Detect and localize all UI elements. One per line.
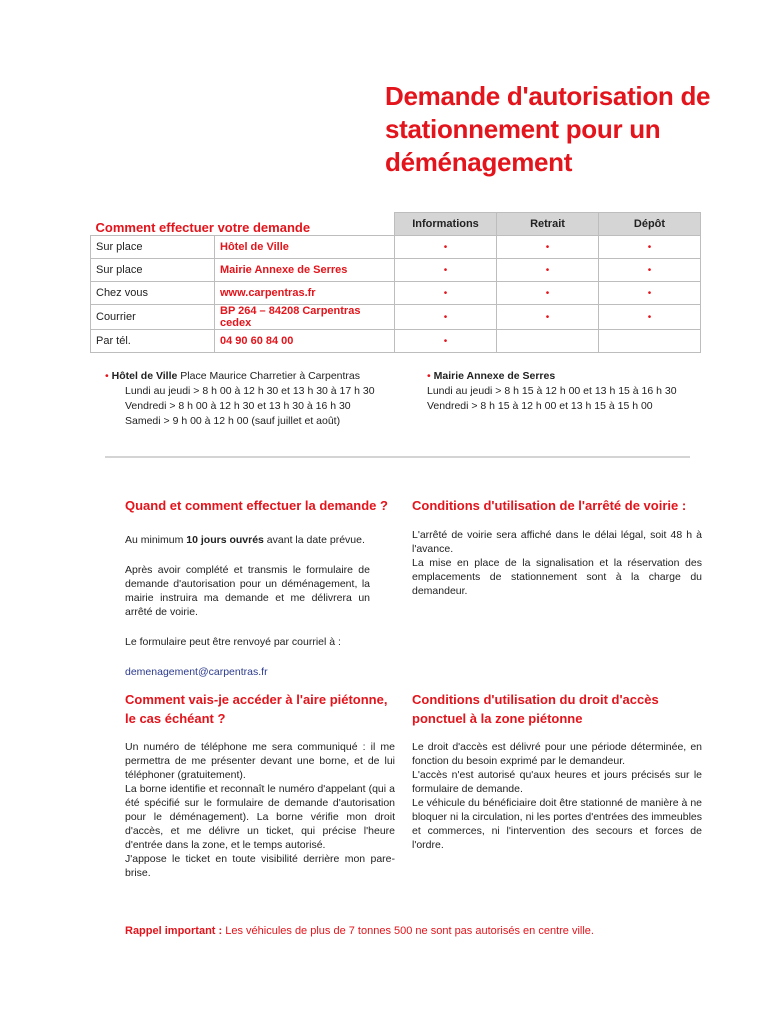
hotel-de-ville-hours <box>105 369 375 429</box>
page-title: Demande d'autorisation de stationnement pour un déménagement <box>385 81 711 177</box>
section-body-conditions-arrete <box>412 528 702 598</box>
retrait-mark: • <box>497 259 599 282</box>
table-row <box>91 259 701 282</box>
retrait-mark <box>497 330 599 353</box>
depot-mark: • <box>599 282 701 305</box>
retrait-mark: • <box>497 236 599 259</box>
section-title-quand: Quand et comment effectuer la demande ? <box>125 498 388 513</box>
delay-highlight: 10 jours ouvrés <box>186 534 264 546</box>
section-title-acces: Comment vais-je accéder à l'aire piétonne, le cas échéant ? <box>125 692 388 726</box>
paragraph: La mise en place de la signalisation et la réservation des emplacements de stationnement sont à la charge du demandeur. <box>412 557 702 597</box>
reminder-text: Les véhicules de plus de 7 tonnes 500 ne sont pas autorisés en centre ville. <box>225 925 594 937</box>
hours-line: Lundi au jeudi > 8 h 15 à 12 h 00 et 13 h 15 à 16 h 30 <box>427 385 677 397</box>
informations-mark: • <box>395 259 497 282</box>
bullet-icon: • <box>427 370 431 382</box>
depot-mark <box>599 330 701 353</box>
hotel-de-ville-address: Place Maurice Charretier à Carpentras <box>180 370 361 382</box>
location-cell: BP 264 – 84208 Carpentras cedex <box>215 305 395 330</box>
hours-line: Samedi > 9 h 00 à 12 h 00 (sauf juillet et août) <box>125 415 341 427</box>
paragraph: J'appose le ticket en toute visibilité derrière mon pare-brise. <box>125 853 395 879</box>
section-body-conditions-acces <box>412 740 702 852</box>
paragraph: La borne identifie et reconnaît le numéro d'appelant (qui a été spécifié sur le formulaire de demande d'autorisation pour le déménagement). La borne vérifie mon droit d'accès, et me délivre un ticket, qui précise l'heure d'entrée dans la zone, et le temps autorisé. <box>125 783 395 851</box>
reminder-label: Rappel important : <box>125 925 223 937</box>
column-header-depot: Dépôt <box>599 213 701 236</box>
depot-mark: • <box>599 305 701 330</box>
paragraph: Après avoir complété et transmis le formulaire de demande d'autorisation pour un déménagement, la mairie instruira ma demande et me délivrera un arrêté de voirie. <box>125 564 370 618</box>
informations-mark: • <box>395 305 497 330</box>
hours-line: Lundi au jeudi > 8 h 00 à 12 h 30 et 13 h 30 à 17 h 30 <box>125 385 375 397</box>
request-methods-table <box>90 212 701 353</box>
column-header-retrait: Retrait <box>497 213 599 236</box>
informations-mark: • <box>395 330 497 353</box>
table-row <box>91 305 701 330</box>
section-body-acces <box>125 740 395 880</box>
phone-number: 04 90 60 84 00 <box>215 330 395 353</box>
mairie-annexe-name: Mairie Annexe de Serres <box>433 370 556 382</box>
important-reminder <box>125 925 594 937</box>
mode-cell: Par tél. <box>91 330 215 353</box>
retrait-mark: • <box>497 305 599 330</box>
paragraph: Le formulaire peut être renvoyé par courriel à : <box>125 636 341 648</box>
informations-mark: • <box>395 282 497 305</box>
hours-line: Vendredi > 8 h 15 à 12 h 00 et 13 h 15 à 15 h 00 <box>427 400 653 412</box>
paragraph: Un numéro de téléphone me sera communiqué : il me permettra de me présenter devant une borne, et de lui téléphoner (gratuitement). <box>125 741 395 781</box>
depot-mark: • <box>599 259 701 282</box>
bullet-icon: • <box>105 370 109 382</box>
paragraph: L'arrêté de voirie sera affiché dans le délai légal, soit 48 h à l'avance. <box>412 529 702 555</box>
mode-cell: Chez vous <box>91 282 215 305</box>
email-link[interactable]: demenagement@carpentras.fr <box>125 666 268 678</box>
text-span: avant la date prévue. <box>263 534 365 546</box>
table-row <box>91 236 701 259</box>
table-row <box>91 330 701 353</box>
table-row <box>91 282 701 305</box>
text-span: Au minimum <box>125 534 187 546</box>
paragraph: Le véhicule du bénéficiaire doit être stationné de manière à ne bloquer ni la circulation, ni les portes d'entrées des immeubles et commerces, ni l'intervention des secours et forces de l'ordre. <box>412 797 702 851</box>
depot-mark: • <box>599 236 701 259</box>
mode-cell: Sur place <box>91 236 215 259</box>
section-title-conditions-arrete: Conditions d'utilisation de l'arrêté de voirie : <box>412 498 687 513</box>
mode-cell: Sur place <box>91 259 215 282</box>
column-header-informations: Informations <box>395 213 497 236</box>
website-link[interactable]: www.carpentras.fr <box>215 282 395 305</box>
mairie-annexe-hours <box>427 369 677 414</box>
table-header-row <box>91 213 701 236</box>
section-title-conditions-acces: Conditions d'utilisation du droit d'accès ponctuel à la zone piétonne <box>412 692 659 726</box>
section-divider <box>105 456 690 458</box>
location-cell: Hôtel de Ville <box>215 236 395 259</box>
mode-cell: Courrier <box>91 305 215 330</box>
retrait-mark: • <box>497 282 599 305</box>
hotel-de-ville-name: Hôtel de Ville <box>111 370 178 382</box>
paragraph: L'accès n'est autorisé qu'aux heures et jours précisés sur le formulaire de demande. <box>412 769 702 795</box>
hours-line: Vendredi > 8 h 00 à 12 h 30 et 13 h 30 à 16 h 30 <box>125 400 351 412</box>
location-cell: Mairie Annexe de Serres <box>215 259 395 282</box>
section-body-quand <box>125 533 370 679</box>
informations-mark: • <box>395 236 497 259</box>
table-heading: Comment effectuer votre demande <box>91 213 395 236</box>
paragraph: Le droit d'accès est délivré pour une période déterminée, en fonction du besoin exprimé par le demandeur. <box>412 741 702 767</box>
